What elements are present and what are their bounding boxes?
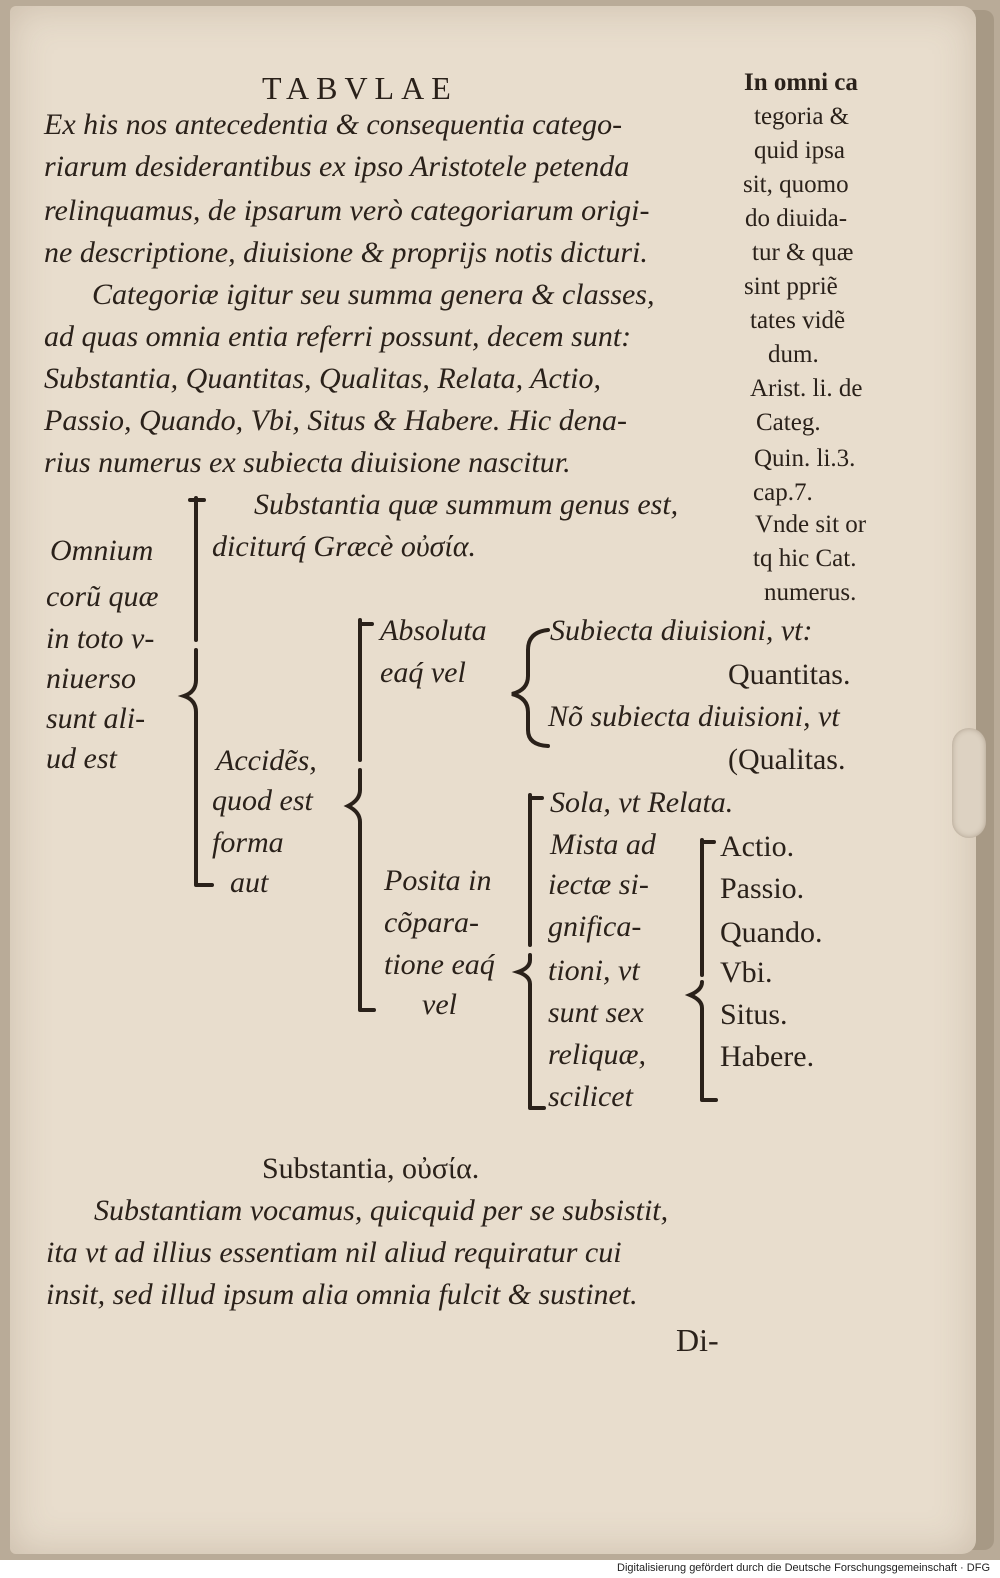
intro-line: rius numerus ex subiecta diuisione nascitur. [44, 446, 571, 479]
intro-line: Passio, Quando, Vbi, Situs & Habere. Hic dena- [44, 404, 627, 437]
margin-line: do diuida- [745, 205, 848, 232]
sola-line: Sola, vt Relata. [550, 786, 734, 819]
root-line: corũ quæ [46, 580, 159, 613]
mista-line: tioni, vt [548, 954, 640, 987]
margin-line: sint ppriẽ [744, 273, 838, 300]
footer-bar [0, 1560, 1000, 1578]
root-line: ud est [46, 742, 117, 775]
mista-line: gnifica- [548, 910, 642, 943]
category-item: Vbi. [720, 956, 773, 989]
category-item: Habere. [720, 1040, 815, 1073]
intro-line: Ex his nos antecedentia & consequentia catego- [44, 108, 623, 141]
margin-line: In omni ca [744, 69, 858, 96]
running-title: TABVLAE [262, 70, 458, 106]
margin-line: sit, quomo [743, 171, 849, 198]
margin-line: dum. [768, 341, 819, 368]
absolute-line: eaq́ vel [380, 656, 466, 689]
intro-line: Substantia, Quantitas, Qualitas, Relata, Actio, [44, 362, 601, 395]
absolute-leaf: Nõ subiecta diuisioni, vt [548, 700, 840, 733]
margin-line: quid ipsa [754, 137, 845, 164]
margin-line: tegoria & [754, 103, 850, 130]
section-line: insit, sed illud ipsum alia omnia fulcit & sustinet. [46, 1278, 638, 1311]
margin-line: Quin. li.3. [754, 445, 856, 472]
relative-line: Posita in [384, 864, 492, 897]
margin-line: Vnde sit or [755, 511, 867, 538]
intro-line: relinquamus, de ipsarum verò categoriarum origi- [44, 194, 650, 227]
mista-line: scilicet [548, 1080, 633, 1113]
category-item: Passio. [720, 872, 805, 905]
accident-line: Accidẽs, [216, 744, 317, 777]
accident-line: aut [230, 866, 269, 899]
mista-line: sunt sex [548, 996, 644, 1029]
root-line: niuerso [46, 662, 136, 695]
root-line: in toto v- [46, 622, 155, 655]
relative-line: tione eaq́ [384, 948, 495, 981]
mista-line: Mista ad [550, 828, 656, 861]
intro-line: Categoriæ igitur seu summa genera & classes, [92, 278, 655, 311]
mista-line: reliquæ, [548, 1038, 647, 1071]
substance-line: diciturq́ Græcè οὐσία. [212, 530, 477, 563]
absolute-line: Absoluta [380, 614, 487, 647]
intro-line: riarum desiderantibus ex ipso Aristotele petenda [44, 150, 630, 183]
margin-line: tates vidẽ [750, 307, 846, 334]
root-line: sunt ali- [46, 702, 146, 735]
intro-line: ad quas omnia entia referri possunt, decem sunt: [44, 320, 632, 353]
accident-line: forma [212, 826, 284, 859]
margin-line: Categ. [756, 409, 821, 436]
absolute-leaf: Subiecta diuisioni, vt: [550, 614, 813, 647]
category-item: Situs. [720, 998, 788, 1031]
mista-line: iectæ si- [548, 868, 649, 901]
section-line: Substantiam vocamus, quicquid per se subsistit, [94, 1194, 669, 1227]
absolute-leaf: Quantitas. [728, 658, 851, 691]
relative-line: vel [422, 988, 457, 1021]
accident-line: quod est [212, 784, 313, 817]
margin-line: tq hic Cat. [753, 545, 857, 572]
catchword: Di- [676, 1322, 719, 1358]
relative-line: cõpara- [384, 906, 479, 939]
root-line: Omnium [50, 534, 154, 567]
margin-line: tur & quæ [752, 239, 854, 266]
margin-line: Arist. li. de [750, 375, 863, 402]
section-heading: Substantia, οὐσία. [262, 1152, 480, 1185]
substance-line: Substantia quæ summum genus est, [254, 488, 679, 521]
section-line: ita vt ad illius essentiam nil aliud requiratur cui [46, 1236, 622, 1269]
footer-credit: Digitalisierung gefördert durch die Deutsche Forschungsgemeinschaft · DFG [617, 1562, 990, 1574]
category-item: Quando. [720, 916, 823, 949]
category-item: Actio. [720, 830, 795, 863]
margin-line: cap.7. [753, 479, 813, 506]
intro-line: ne descriptione, diuisione & proprijs notis dicturi. [44, 236, 648, 269]
margin-line: numerus. [764, 579, 857, 606]
absolute-leaf: (Qualitas. [728, 743, 846, 776]
